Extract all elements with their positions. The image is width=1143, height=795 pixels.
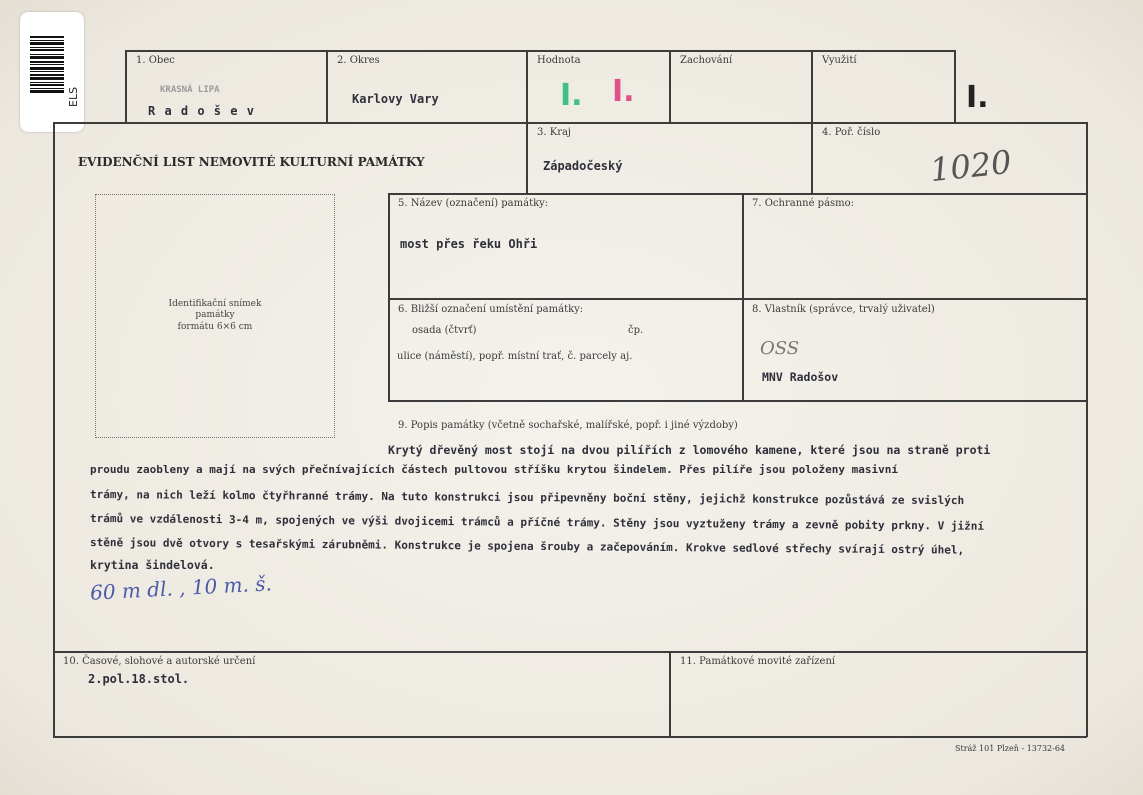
field8-label: 8. Vlastník (správce, trvalý uživatel) xyxy=(752,304,935,315)
field9-hand-note: 60 m dl. , 10 m. š. xyxy=(89,571,273,605)
photo-text-line2: památky xyxy=(195,310,235,321)
field2-label: 2. Okres xyxy=(337,55,380,66)
field1-struck-value: KRASNÁ LIPA xyxy=(160,85,220,95)
desc-line: trámů ve vzdálenosti 3-4 m, spojených ve výši dvojicemi trámců a příčné trámy. Stěny jsou vyztuženy trámy a zevně pobity prkny. V jižní xyxy=(89,512,985,533)
document-title: EVIDENČNÍ LIST NEMOVITÉ KULTURNÍ PAMÁTKY xyxy=(78,155,425,169)
field3-value: Západočeský xyxy=(543,159,623,173)
field1-label: 1. Obec xyxy=(136,55,175,66)
field8-hand: OSS xyxy=(760,338,800,359)
field10-value: 2.pol.18.stol. xyxy=(88,672,190,686)
vyuziti-mark: I. xyxy=(966,80,989,115)
hodnota-mark-red: I. xyxy=(612,74,635,109)
barcode-label: ELS xyxy=(67,86,80,107)
field9-label: 9. Popis památky (včetně sochařské, malířské, popř. i jiné výzdoby) xyxy=(398,420,738,431)
barcode-icon xyxy=(30,36,64,106)
field6-label: 6. Bližší označení umístění památky: xyxy=(398,304,584,315)
field4-label: 4. Poř. číslo xyxy=(822,127,881,138)
footer-print-info: Stráž 101 Plzeň - 13732-64 xyxy=(955,744,1066,753)
field1-value: R a d o š e v xyxy=(148,104,255,118)
field8-value: MNV Radošov xyxy=(762,370,839,384)
photo-placeholder xyxy=(95,194,335,438)
barcode-sticker xyxy=(20,12,84,132)
hodnota-label: Hodnota xyxy=(537,55,581,66)
desc-line: krytina šindelová. xyxy=(90,558,215,572)
desc-line: Krytý dřevěný most stojí na dvou pilířích z lomového kamene, které jsou na straně proti xyxy=(388,443,991,457)
field6-cp: čp. xyxy=(628,325,644,336)
zachovani-label: Zachování xyxy=(680,55,733,66)
desc-line: proudu zaobleny a mají na svých přečnívajících částech pultovou stříšku krytou šindelem. Přes pilíře jsou položeny masivní xyxy=(90,463,898,476)
field6-ulice: ulice (náměstí), popř. místní trať, č. parcely aj. xyxy=(397,351,633,362)
field6-osada: osada (čtvrť) xyxy=(412,325,477,336)
field4-value: 1020 xyxy=(928,142,1014,190)
vyuziti-label: Využití xyxy=(822,55,857,66)
desc-line: stěně jsou dvě otvory s tesařskými zárubněmi. Konstrukce je spojena šrouby a začepováním. Krokve sedlové střechy svírají ostrý úhel, xyxy=(89,536,965,557)
hodnota-mark-green: I. xyxy=(560,78,583,113)
field7-label: 7. Ochranné pásmo: xyxy=(752,198,855,209)
field2-value: Karlovy Vary xyxy=(352,92,439,106)
field11-label: 11. Památkové movité zařízení xyxy=(680,656,836,667)
field10-label: 10. Časové, slohové a autorské určení xyxy=(63,656,256,667)
field5-label: 5. Název (označení) památky: xyxy=(398,198,549,209)
field3-label: 3. Kraj xyxy=(537,127,572,138)
photo-text-line1: Identifikační snímek xyxy=(168,299,262,309)
desc-line: trámy, na nich leží kolmo čtyřhranné trámy. Na tuto konstrukci jsou připevněny boční stěny, jejichž konstrukce pozůstává ze svislých xyxy=(89,488,965,508)
field5-value: most přes řeku Ohři xyxy=(400,237,538,251)
photo-text-line3: formátu 6×6 cm xyxy=(177,321,253,332)
